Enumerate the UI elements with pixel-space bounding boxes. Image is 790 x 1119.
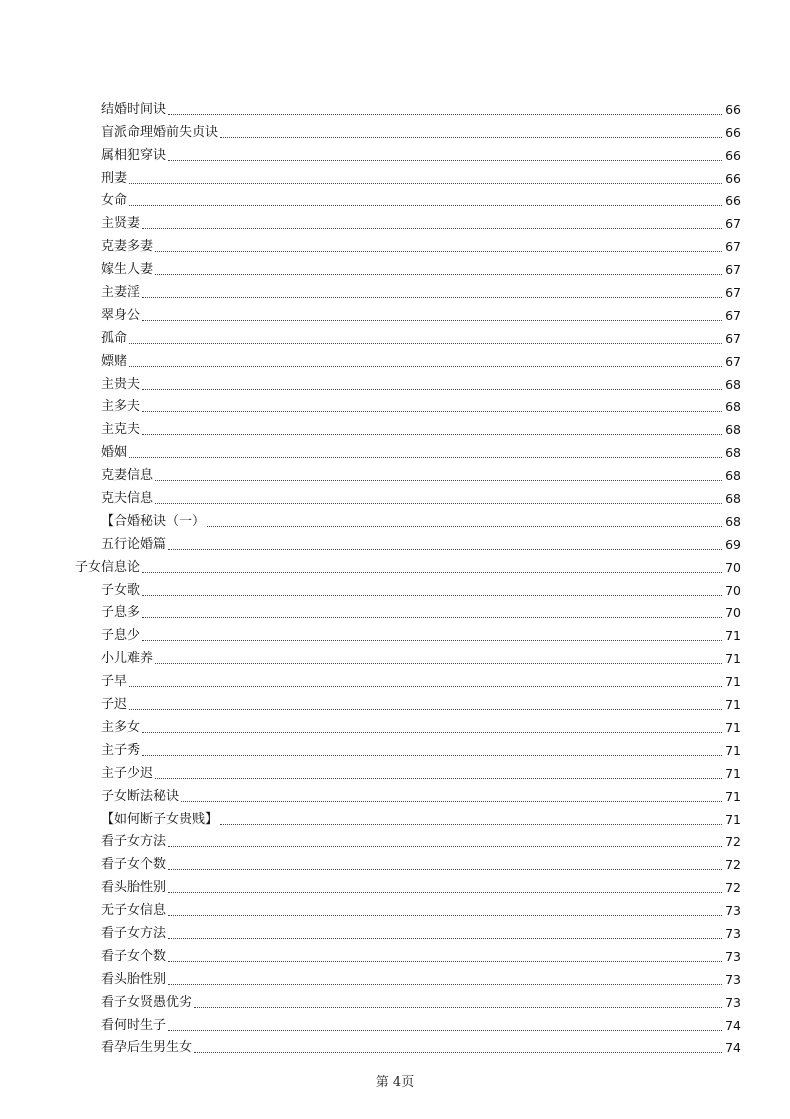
dot-leader xyxy=(155,503,722,504)
toc-entry[interactable] xyxy=(0,165,790,188)
dot-leader xyxy=(194,1007,722,1008)
dot-leader xyxy=(168,984,722,985)
dot-leader xyxy=(168,869,722,870)
toc-entry-page-number: 68 xyxy=(725,376,741,392)
toc-entry[interactable] xyxy=(0,600,790,623)
toc-entry[interactable] xyxy=(0,485,790,508)
toc-entry-page-number: 71 xyxy=(725,811,741,827)
toc-entry-page-number: 71 xyxy=(725,742,741,758)
dot-leader xyxy=(155,663,722,664)
dot-leader xyxy=(220,137,722,138)
dot-leader xyxy=(142,640,722,641)
toc-entry[interactable] xyxy=(0,989,790,1012)
dot-leader xyxy=(155,274,722,275)
toc-entry-page-number: 71 xyxy=(725,719,741,735)
dot-leader xyxy=(155,480,722,481)
toc-entry[interactable] xyxy=(0,806,790,829)
toc-entry-page-number: 66 xyxy=(725,170,741,186)
dot-leader xyxy=(168,114,722,115)
toc-entry-title: 子迟 xyxy=(101,697,128,713)
page-number-footer: 第 4页 xyxy=(375,1075,415,1090)
toc-entry-title: 主贤妻 xyxy=(101,216,141,232)
toc-entry-page-number: 66 xyxy=(725,193,741,209)
dot-leader xyxy=(142,228,722,229)
toc-entry-title: 小儿难养 xyxy=(101,651,154,667)
toc-entry[interactable] xyxy=(0,783,790,806)
toc-entry-page-number: 71 xyxy=(725,628,741,644)
toc-entry-page-number: 67 xyxy=(725,307,741,323)
toc-entry-title: 子早 xyxy=(101,674,128,690)
toc-entry-page-number: 68 xyxy=(725,422,741,438)
toc-entry[interactable] xyxy=(0,96,790,119)
toc-entry-page-number: 73 xyxy=(725,903,741,919)
toc-entry-title: 孤命 xyxy=(101,330,128,346)
toc-entry-title: 【合婚秘诀（一） xyxy=(101,513,206,529)
toc-entry-title: 看子女方法 xyxy=(101,925,167,941)
toc-entry[interactable] xyxy=(0,577,790,600)
toc-entry-title: 子女歌 xyxy=(101,582,141,598)
dot-leader xyxy=(129,183,722,184)
table-of-contents xyxy=(0,96,790,1057)
toc-entry[interactable] xyxy=(0,462,790,485)
toc-entry-page-number: 70 xyxy=(725,605,741,621)
toc-entry-page-number: 71 xyxy=(725,674,741,690)
dot-leader xyxy=(142,617,722,618)
toc-entry-page-number: 66 xyxy=(725,124,741,140)
toc-entry-page-number: 67 xyxy=(725,262,741,278)
dot-leader xyxy=(194,1052,722,1053)
dot-leader xyxy=(168,961,722,962)
toc-entry-page-number: 68 xyxy=(725,445,741,461)
toc-entry[interactable] xyxy=(0,668,790,691)
toc-entry-title: 女命 xyxy=(101,193,128,209)
toc-entry-title: 子息多 xyxy=(101,605,141,621)
toc-entry-title: 嫁生人妻 xyxy=(101,262,154,278)
dot-leader xyxy=(168,915,722,916)
toc-entry-title: 主子少迟 xyxy=(101,765,154,781)
toc-entry-title: 婚姻 xyxy=(101,445,128,461)
toc-entry[interactable] xyxy=(0,829,790,852)
toc-entry-page-number: 67 xyxy=(725,353,741,369)
toc-entry-title: 看子女贤愚优劣 xyxy=(101,994,193,1010)
dot-leader xyxy=(142,434,722,435)
dot-leader xyxy=(168,549,722,550)
toc-entry-page-number: 67 xyxy=(725,216,741,232)
toc-entry-page-number: 73 xyxy=(725,994,741,1010)
toc-entry-title: 嫖赌 xyxy=(101,353,128,369)
toc-entry-page-number: 68 xyxy=(725,468,741,484)
toc-entry[interactable] xyxy=(0,691,790,714)
toc-entry-title: 刑妻 xyxy=(101,170,128,186)
toc-entry-page-number: 72 xyxy=(725,880,741,896)
dot-leader xyxy=(168,1030,722,1031)
dot-leader xyxy=(129,709,722,710)
toc-entry-page-number: 67 xyxy=(725,285,741,301)
toc-entry-page-number: 71 xyxy=(725,697,741,713)
toc-entry[interactable] xyxy=(0,302,790,325)
dot-leader xyxy=(129,457,722,458)
toc-entry[interactable] xyxy=(0,439,790,462)
toc-entry-title: 主妻淫 xyxy=(101,285,141,301)
dot-leader xyxy=(142,572,722,573)
toc-entry[interactable] xyxy=(0,416,790,439)
toc-entry-page-number: 66 xyxy=(725,101,741,117)
toc-entry[interactable] xyxy=(0,966,790,989)
dot-leader xyxy=(142,389,722,390)
toc-entry[interactable] xyxy=(0,348,790,371)
toc-entry[interactable] xyxy=(0,233,790,256)
toc-entry-page-number: 71 xyxy=(725,651,741,667)
toc-entry[interactable] xyxy=(0,531,790,554)
toc-entry-page-number: 68 xyxy=(725,491,741,507)
toc-entry-page-number: 73 xyxy=(725,971,741,987)
toc-entry-page-number: 72 xyxy=(725,834,741,850)
toc-entry[interactable] xyxy=(0,943,790,966)
toc-entry[interactable] xyxy=(0,851,790,874)
toc-entry-title: 主克夫 xyxy=(101,422,141,438)
toc-entry-title: 克夫信息 xyxy=(101,491,154,507)
toc-entry-title: 子女断法秘诀 xyxy=(101,788,180,804)
toc-entry[interactable] xyxy=(0,508,790,531)
toc-entry[interactable] xyxy=(0,188,790,211)
toc-entry[interactable] xyxy=(0,622,790,645)
toc-entry-title: 主贵夫 xyxy=(101,376,141,392)
dot-leader xyxy=(129,686,722,687)
toc-entry-page-number: 69 xyxy=(725,536,741,552)
toc-entry[interactable] xyxy=(0,737,790,760)
toc-entry-title: 看头胎性别 xyxy=(101,880,167,896)
toc-entry[interactable] xyxy=(0,645,790,668)
toc-entry[interactable] xyxy=(0,760,790,783)
dot-leader xyxy=(220,824,722,825)
toc-entry-page-number: 66 xyxy=(725,147,741,163)
toc-entry[interactable] xyxy=(0,325,790,348)
toc-entry[interactable] xyxy=(0,279,790,302)
toc-entry[interactable] xyxy=(0,394,790,417)
toc-entry-title: 看子女方法 xyxy=(101,834,167,850)
toc-entry-page-number: 73 xyxy=(725,948,741,964)
toc-entry[interactable] xyxy=(0,210,790,233)
toc-entry-title: 无子女信息 xyxy=(101,903,167,919)
toc-entry-page-number: 72 xyxy=(725,857,741,873)
toc-entry-title: 看头胎性别 xyxy=(101,971,167,987)
toc-entry-page-number: 70 xyxy=(725,559,741,575)
toc-entry-page-number: 68 xyxy=(725,513,741,529)
toc-entry[interactable] xyxy=(0,920,790,943)
dot-leader xyxy=(142,755,722,756)
toc-entry-title: 子息少 xyxy=(101,628,141,644)
toc-entry-title: 子女信息论 xyxy=(75,559,141,575)
toc-entry-title: 看子女个数 xyxy=(101,948,167,964)
toc-entry-title: 属相犯穿诀 xyxy=(101,147,167,163)
toc-entry-page-number: 70 xyxy=(725,582,741,598)
dot-leader xyxy=(155,778,722,779)
toc-entry[interactable] xyxy=(0,897,790,920)
toc-entry-title: 五行论婚篇 xyxy=(101,536,167,552)
toc-entry-title: 看子女个数 xyxy=(101,857,167,873)
dot-leader xyxy=(129,366,722,367)
toc-entry-title: 主多夫 xyxy=(101,399,141,415)
dot-leader xyxy=(142,297,722,298)
toc-entry-title: 盲派命理婚前失贞诀 xyxy=(101,124,219,140)
toc-entry-page-number: 74 xyxy=(725,1017,741,1033)
toc-entry-page-number: 67 xyxy=(725,239,741,255)
toc-entry-title: 翠身公 xyxy=(101,307,141,323)
toc-entry-title: 看孕后生男生女 xyxy=(101,1040,193,1056)
toc-entry-page-number: 71 xyxy=(725,788,741,804)
dot-leader xyxy=(129,343,722,344)
dot-leader xyxy=(168,938,722,939)
toc-entry[interactable] xyxy=(0,119,790,142)
toc-section-heading[interactable] xyxy=(0,554,790,577)
dot-leader xyxy=(129,205,722,206)
toc-entry-title: 【如何断子女贵贱】 xyxy=(101,811,219,827)
toc-entry[interactable] xyxy=(0,256,790,279)
dot-leader xyxy=(168,160,722,161)
toc-entry[interactable] xyxy=(0,1012,790,1035)
toc-entry-page-number: 67 xyxy=(725,330,741,346)
dot-leader xyxy=(207,526,722,527)
toc-entry-title: 看何时生子 xyxy=(101,1017,167,1033)
toc-entry-title: 克妻信息 xyxy=(101,468,154,484)
dot-leader xyxy=(142,595,722,596)
toc-entry[interactable] xyxy=(0,874,790,897)
dot-leader xyxy=(168,892,722,893)
toc-entry-title: 主子秀 xyxy=(101,742,141,758)
toc-entry-title: 结婚时间诀 xyxy=(101,101,167,117)
dot-leader xyxy=(181,801,722,802)
toc-entry-page-number: 74 xyxy=(725,1040,741,1056)
toc-entry[interactable] xyxy=(0,714,790,737)
toc-entry[interactable] xyxy=(0,371,790,394)
toc-entry-page-number: 71 xyxy=(725,765,741,781)
dot-leader xyxy=(142,411,722,412)
toc-entry[interactable] xyxy=(0,142,790,165)
dot-leader xyxy=(168,846,722,847)
dot-leader xyxy=(155,251,722,252)
dot-leader xyxy=(142,320,722,321)
toc-entry-page-number: 73 xyxy=(725,925,741,941)
toc-entry-title: 克妻多妻 xyxy=(101,239,154,255)
toc-entry-title: 主多女 xyxy=(101,719,141,735)
dot-leader xyxy=(142,732,722,733)
toc-entry-page-number: 68 xyxy=(725,399,741,415)
toc-entry[interactable] xyxy=(0,1035,790,1058)
